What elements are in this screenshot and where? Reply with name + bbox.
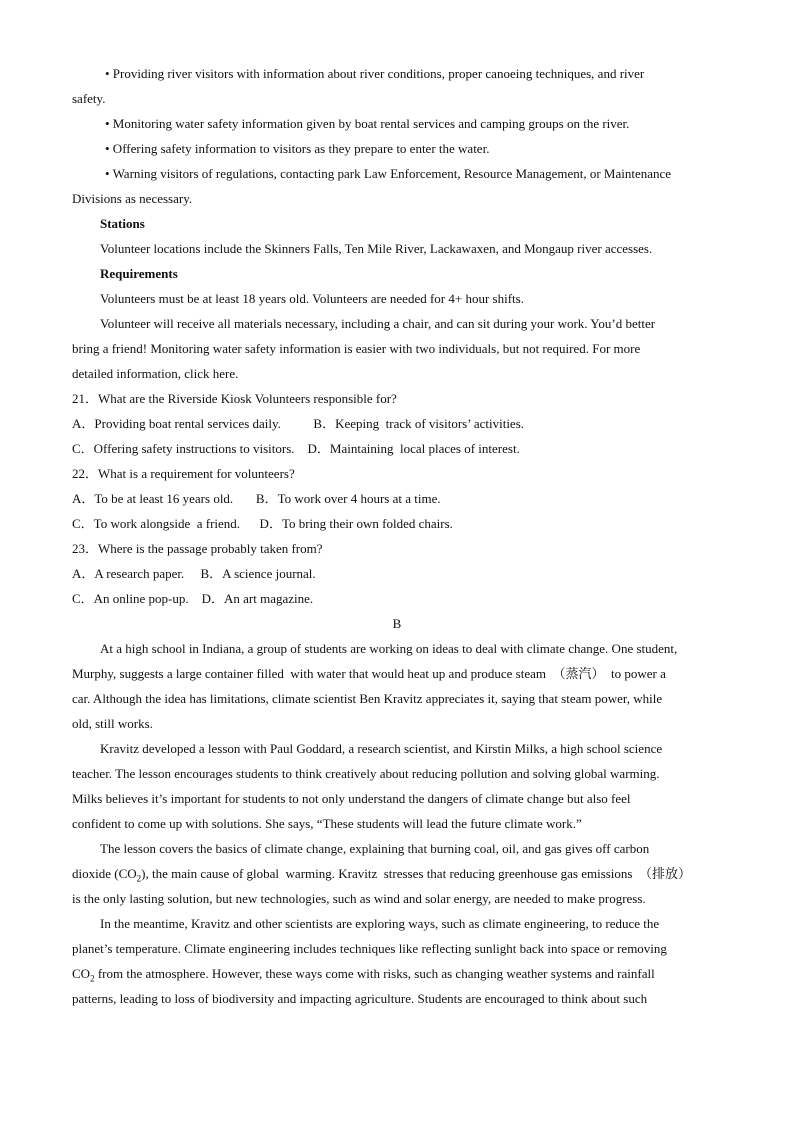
duty-bullet-1-cont: safety. xyxy=(72,91,106,106)
stations-text: Volunteer locations include the Skinners Falls, Ten Mile River, Lackawaxen, and Mongaup river accesses. xyxy=(100,241,653,256)
passage-b-p2-line-2: teacher. The lesson encourages students to think creatively about reducing pollution and solving global warming. xyxy=(72,766,660,781)
question-22-stem: 22．What is a requirement for volunteers? xyxy=(72,466,295,481)
requirements-paragraph-1: Volunteers must be at least 18 years old. Volunteers are needed for 4+ hour shifts. xyxy=(100,291,524,306)
requirements-paragraph-2-line-1: Volunteer will receive all materials necessary, including a chair, and can sit during your work. You’d better xyxy=(100,316,656,331)
duty-bullet-2: • Monitoring water safety information given by boat rental services and camping groups on the river. xyxy=(105,116,630,131)
duty-bullet-3: • Offering safety information to visitors as they prepare to enter the water. xyxy=(105,141,490,156)
passage-b-p4-line-3: $CO_2$ from the atmosphere. However, these ways come with risks, such as changing weather systems and rainfall xyxy=(72,966,655,984)
requirements-paragraph-2-line-3: detailed information, click here. xyxy=(72,366,239,381)
passage-b-p2-line-4: confident to come up with solutions. She says, “These students will lead the future climate work.” xyxy=(72,816,582,831)
passage-b-p1-line-4: old, still works. xyxy=(72,716,153,731)
subscript-2: 2 xyxy=(136,873,142,884)
passage-b-p2-line-3: Milks believes it’s important for students to not only understand the dangers of climate change but also feel xyxy=(72,791,631,806)
question-21-stem: 21．What are the Riverside Kiosk Volunteers responsible for? xyxy=(72,391,397,406)
passage-b-p4-line-4: patterns, leading to loss of biodiversity and impacting agriculture. Students are encouraged to think about such xyxy=(72,991,648,1006)
requirements-heading: Requirements xyxy=(100,266,178,281)
passage-b-p2-line-1: Kravitz developed a lesson with Paul Goddard, a research scientist, and Kirstin Milks, a high school science xyxy=(100,741,663,756)
passage-b-p3-line-2: dioxide $(CO_2)$, the main cause of global warming. Kravitz stresses that reducing greenhouse gas emissions （排放） xyxy=(72,866,691,884)
question-23-options-cd: C．An online pop-up. D．An art magazine. xyxy=(72,591,314,606)
passage-b-p4-line-2: planet’s temperature. Climate engineering includes techniques like reflecting sunlight back into space or removing xyxy=(72,941,667,956)
duty-bullet-1: • Providing river visitors with information about river conditions, proper canoeing techniques, and river xyxy=(105,66,645,81)
duty-bullet-4-cont: Divisions as necessary. xyxy=(72,191,193,206)
passage-b-p3-line-3: is the only lasting solution, but new technologies, such as wind and solar energy, are needed to make progress. xyxy=(72,891,646,906)
duty-bullet-4: • Warning visitors of regulations, contacting park Law Enforcement, Resource Management, or Maintenance xyxy=(105,166,672,181)
question-22-options-cd: C．To work alongside a friend. D．To bring their own folded chairs. xyxy=(72,516,453,531)
subscript-2: 2 xyxy=(90,973,95,984)
passage-b-p1-line-3: car. Although the idea has limitations, climate scientist Ben Kravitz appreciates it, saying that steam power, while xyxy=(72,691,663,706)
question-21-options-ab: A．Providing boat rental services daily. B．Keeping track of visitors’ activities. xyxy=(72,416,525,431)
passage-b-p3-line-1: The lesson covers the basics of climate change, explaining that burning coal, oil, and gas gives off carbon xyxy=(100,841,650,856)
question-21-options-cd: C．Offering safety instructions to visitors. D．Maintaining local places of interest. xyxy=(72,441,520,456)
question-23-stem: 23．Where is the passage probably taken from? xyxy=(72,541,323,556)
passage-b-p1-line-1: At a high school in Indiana, a group of students are working on ideas to deal with climate change. One student, xyxy=(100,641,678,656)
passage-b-p1-line-2: Murphy, suggests a large container filled with water that would heat up and produce steam （蒸汽） to power a xyxy=(72,666,666,681)
requirements-paragraph-2-line-2: bring a friend! Monitoring water safety information is easier with two individuals, but not required. For more xyxy=(72,341,641,356)
question-22-options-ab: A．To be at least 16 years old. B．To work over 4 hours at a time. xyxy=(72,491,441,506)
question-23-options-ab: A．A research paper. B．A science journal. xyxy=(72,566,316,581)
section-b-label: B xyxy=(392,616,402,631)
stations-heading: Stations xyxy=(100,216,145,231)
passage-b-p4-line-1: In the meantime, Kravitz and other scientists are exploring ways, such as climate engineering, to reduce the xyxy=(100,916,660,931)
